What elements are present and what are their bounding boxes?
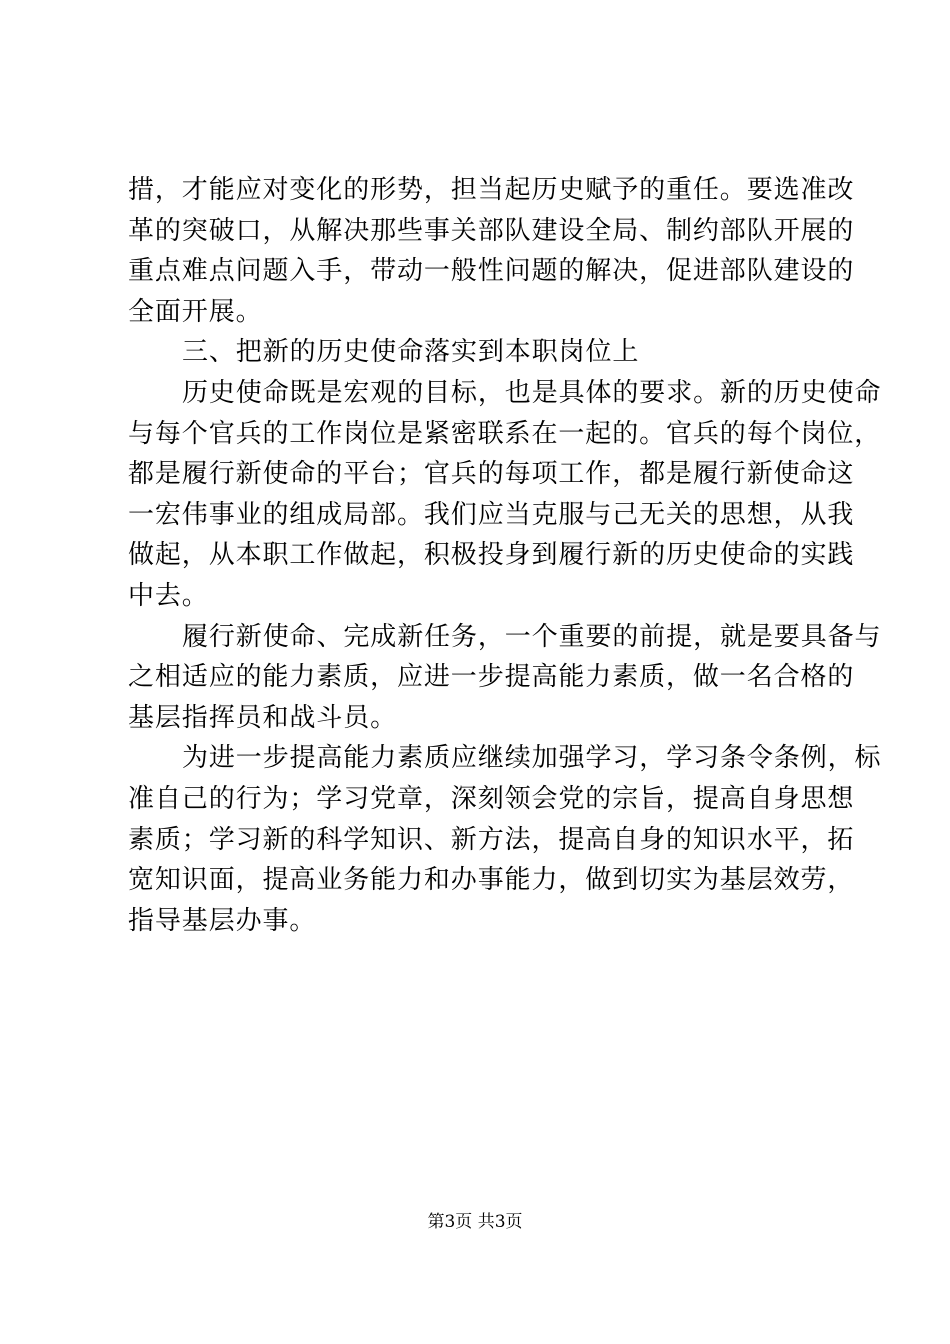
text-line: 一宏伟事业的组成局部。我们应当克服与己无关的思想，从我	[128, 499, 855, 530]
text-line: 履行新使命、完成新任务，一个重要的前提，就是要具备与	[182, 621, 882, 652]
text-line: 基层指挥员和战斗员。	[128, 702, 398, 733]
text-line: 历史使命既是宏观的目标，也是具体的要求。新的历史使命	[182, 377, 882, 408]
text-line: 指导基层办事。	[128, 905, 317, 936]
text-line: 为进一步提高能力素质应继续加强学习，学习条令条例，标	[182, 743, 882, 774]
text-line: 与每个官兵的工作岗位是紧密联系在一起的。官兵的每个岗位，	[128, 418, 882, 449]
text-line: 措，才能应对变化的形势，担当起历史赋予的重任。要选准改	[128, 175, 855, 205]
text-line: 全面开展。	[128, 296, 263, 327]
text-line: 中去。	[128, 580, 209, 611]
text-line: 之相适应的能力素质，应进一步提高能力素质，做一名合格的	[128, 662, 855, 693]
text-line: 做起，从本职工作做起，积极投身到履行新的历史使命的实践	[128, 540, 855, 571]
text-line: 革的突破口，从解决那些事关部队建设全局、制约部队开展的	[128, 215, 855, 246]
text-line: 重点难点问题入手，带动一般性问题的解决，促进部队建设的	[128, 256, 855, 287]
text-line: 宽知识面，提高业务能力和办事能力，做到切实为基层效劳，	[128, 865, 855, 896]
text-line: 准自己的行为；学习党章，深刻领会党的宗旨，提高自身思想	[128, 783, 855, 814]
text-line: 素质；学习新的科学知识、新方法，提高自身的知识水平，拓	[128, 824, 855, 855]
document-body	[128, 170, 882, 941]
text-line: 都是履行新使命的平台；官兵的每项工作，都是履行新使命这	[128, 459, 855, 490]
section-heading: 三、把新的历史使命落实到本职岗位上	[182, 337, 640, 368]
page-number: 第3页 共3页	[427, 1212, 523, 1232]
